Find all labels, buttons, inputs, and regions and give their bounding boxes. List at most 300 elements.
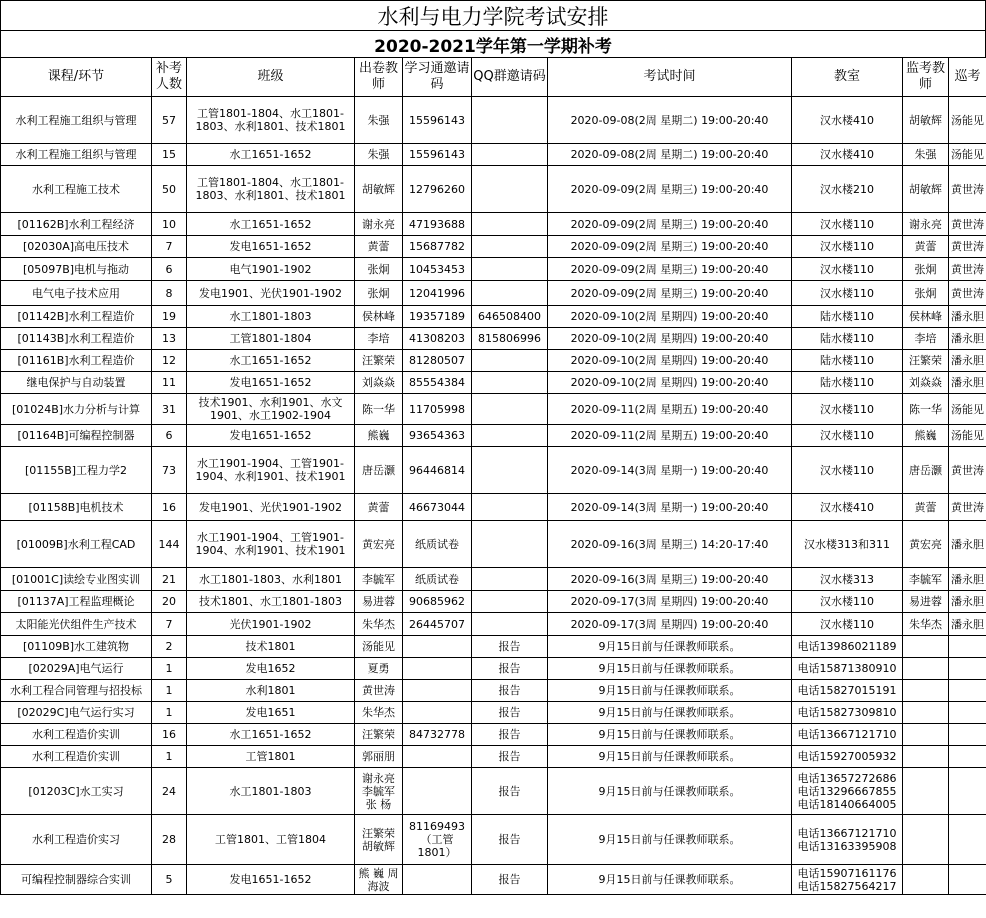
sheet-subtitle: 2020-2021学年第一学期补考: [0, 31, 986, 58]
xxt-code-cell: 85554384: [403, 372, 472, 394]
teacher-cell: 易进蓉: [355, 591, 403, 613]
proctor-cell: 谢永亮: [903, 213, 949, 236]
patrol-cell: 黄世涛: [949, 447, 986, 494]
teacher-cell: 郭丽朋: [355, 746, 403, 768]
xxt-code-cell: 15596143: [403, 97, 472, 144]
class-cell: 技术1801、水工1801-1803: [187, 591, 355, 613]
patrol-cell: 潘永胆: [949, 521, 986, 568]
header-proctor: 监考教师: [903, 58, 949, 97]
proctor-cell: [903, 815, 949, 865]
class-cell: 水工1901-1904、工管1901-1904、水利1901、技术1901: [187, 447, 355, 494]
proctor-cell: 朱华杰: [903, 613, 949, 636]
table-row: [1, 372, 986, 394]
xxt-code-cell: 12796260: [403, 166, 472, 213]
class-cell: 发电1651-1652: [187, 372, 355, 394]
xxt-code-cell: 15687782: [403, 236, 472, 258]
xxt-code-cell: [403, 658, 472, 680]
count-cell: 13: [152, 328, 187, 350]
patrol-cell: 潘永胆: [949, 591, 986, 613]
course-cell: [01158B]电机技术: [1, 494, 152, 521]
table-row: [1, 350, 986, 372]
proctor-cell: 侯林峰: [903, 306, 949, 328]
sheet-title: 水利与电力学院考试安排: [0, 0, 986, 31]
course-cell: [01009B]水利工程CAD: [1, 521, 152, 568]
xxt-code-cell: 93654363: [403, 425, 472, 447]
qq-code-cell: [472, 236, 548, 258]
room-cell: 汉水楼410: [792, 97, 903, 144]
count-cell: 2: [152, 636, 187, 658]
exam-time-cell: 2020-09-10(2周 星期四) 19:00-20:40: [548, 372, 792, 394]
class-cell: 发电1901、光伏1901-1902: [187, 494, 355, 521]
count-cell: 57: [152, 97, 187, 144]
header-exam-time: 考试时间: [548, 58, 792, 97]
course-cell: [01001C]读绘专业图实训: [1, 568, 152, 591]
teacher-cell: 朱强: [355, 97, 403, 144]
teacher-cell: 朱强: [355, 144, 403, 166]
exam-time-cell: 9月15日前与任课教师联系。: [548, 815, 792, 865]
teacher-cell: 刘焱焱: [355, 372, 403, 394]
class-cell: 水工1651-1652: [187, 213, 355, 236]
count-cell: 11: [152, 372, 187, 394]
exam-time-cell: 2020-09-09(2周 星期三) 19:00-20:40: [548, 166, 792, 213]
xxt-code-cell: 46673044: [403, 494, 472, 521]
header-qq-code: QQ群邀请码: [472, 58, 548, 97]
class-cell: 水工1651-1652: [187, 724, 355, 746]
exam-time-cell: 2020-09-09(2周 星期三) 19:00-20:40: [548, 213, 792, 236]
count-cell: 31: [152, 394, 187, 425]
qq-code-cell: 报告: [472, 815, 548, 865]
room-cell: 汉水楼110: [792, 613, 903, 636]
room-cell: 汉水楼110: [792, 281, 903, 306]
qq-code-cell: [472, 494, 548, 521]
xxt-code-cell: [403, 746, 472, 768]
proctor-cell: 朱强: [903, 144, 949, 166]
teacher-cell: 侯林峰: [355, 306, 403, 328]
exam-time-cell: 2020-09-08(2周 星期二) 19:00-20:40: [548, 144, 792, 166]
class-cell: 发电1652: [187, 658, 355, 680]
teacher-cell: 陈一华: [355, 394, 403, 425]
course-cell: 太阳能光伏组件生产技术: [1, 613, 152, 636]
course-cell: 水利工程造价实训: [1, 724, 152, 746]
patrol-cell: 潘永胆: [949, 613, 986, 636]
patrol-cell: 黄世涛: [949, 213, 986, 236]
table-row: [1, 724, 986, 746]
class-cell: 发电1651-1652: [187, 236, 355, 258]
count-cell: 1: [152, 746, 187, 768]
proctor-cell: [903, 865, 949, 895]
exam-schedule-table: [0, 57, 986, 895]
teacher-cell: 唐岳灏: [355, 447, 403, 494]
proctor-cell: 黄宏亮: [903, 521, 949, 568]
proctor-cell: [903, 636, 949, 658]
class-cell: 技术1901、水利1901、水文1901、水工1902-1904: [187, 394, 355, 425]
xxt-code-cell: 96446814: [403, 447, 472, 494]
proctor-cell: [903, 658, 949, 680]
room-cell: 陆水楼110: [792, 350, 903, 372]
room-cell: 电话13667121710 电话13163395908: [792, 815, 903, 865]
patrol-cell: 汤能见: [949, 97, 986, 144]
room-cell: 电话15827015191: [792, 680, 903, 702]
exam-time-cell: 9月15日前与任课教师联系。: [548, 865, 792, 895]
header-teacher: 出卷教师: [355, 58, 403, 97]
table-row: [1, 394, 986, 425]
course-cell: 电气电子技术应用: [1, 281, 152, 306]
count-cell: 1: [152, 680, 187, 702]
room-cell: 陆水楼110: [792, 328, 903, 350]
proctor-cell: 李毓军: [903, 568, 949, 591]
table-row: [1, 613, 986, 636]
exam-time-cell: 2020-09-14(3周 星期一) 19:00-20:40: [548, 447, 792, 494]
room-cell: 电话13667121710: [792, 724, 903, 746]
qq-code-cell: 报告: [472, 702, 548, 724]
room-cell: 汉水楼410: [792, 144, 903, 166]
table-row: [1, 236, 986, 258]
class-cell: 工管1801-1804: [187, 328, 355, 350]
course-cell: [02030A]高电压技术: [1, 236, 152, 258]
proctor-cell: 熊巍: [903, 425, 949, 447]
class-cell: 发电1651-1652: [187, 865, 355, 895]
xxt-code-cell: 10453453: [403, 258, 472, 281]
table-row: [1, 281, 986, 306]
teacher-cell: 熊 巍 周海波: [355, 865, 403, 895]
room-cell: 陆水楼110: [792, 306, 903, 328]
table-row: [1, 658, 986, 680]
patrol-cell: 汤能见: [949, 144, 986, 166]
exam-time-cell: 2020-09-08(2周 星期二) 19:00-20:40: [548, 97, 792, 144]
room-cell: 汉水楼110: [792, 591, 903, 613]
teacher-cell: 朱华杰: [355, 702, 403, 724]
table-row: [1, 768, 986, 815]
table-row: [1, 680, 986, 702]
qq-code-cell: 报告: [472, 746, 548, 768]
class-cell: 水工1801-1803: [187, 306, 355, 328]
proctor-cell: 陈一华: [903, 394, 949, 425]
qq-code-cell: [472, 394, 548, 425]
count-cell: 7: [152, 613, 187, 636]
teacher-cell: 谢永亮: [355, 213, 403, 236]
count-cell: 6: [152, 425, 187, 447]
course-cell: [01164B]可编程控制器: [1, 425, 152, 447]
proctor-cell: 李培: [903, 328, 949, 350]
course-cell: 水利工程施工组织与管理: [1, 97, 152, 144]
count-cell: 73: [152, 447, 187, 494]
xxt-code-cell: [403, 865, 472, 895]
patrol-cell: [949, 768, 986, 815]
table-row: [1, 166, 986, 213]
course-cell: [01203C]水工实习: [1, 768, 152, 815]
course-cell: 水利工程造价实习: [1, 815, 152, 865]
teacher-cell: 胡敏辉: [355, 166, 403, 213]
exam-time-cell: 2020-09-09(2周 星期三) 19:00-20:40: [548, 236, 792, 258]
qq-code-cell: [472, 97, 548, 144]
class-cell: 水工1801-1803、水利1801: [187, 568, 355, 591]
room-cell: 电话13657272686 电话13296667855 电话18140664005: [792, 768, 903, 815]
qq-code-cell: [472, 281, 548, 306]
class-cell: 工管1801: [187, 746, 355, 768]
course-cell: [02029C]电气运行实习: [1, 702, 152, 724]
room-cell: 电话15871380910: [792, 658, 903, 680]
count-cell: 1: [152, 702, 187, 724]
table-row: [1, 568, 986, 591]
class-cell: 光伏1901-1902: [187, 613, 355, 636]
course-cell: 继电保护与自动装置: [1, 372, 152, 394]
count-cell: 24: [152, 768, 187, 815]
class-cell: 技术1801: [187, 636, 355, 658]
proctor-cell: [903, 768, 949, 815]
course-cell: [01161B]水利工程造价: [1, 350, 152, 372]
proctor-cell: 易进蓉: [903, 591, 949, 613]
table-row: [1, 815, 986, 865]
patrol-cell: 黄世涛: [949, 258, 986, 281]
class-cell: 发电1651: [187, 702, 355, 724]
count-cell: 15: [152, 144, 187, 166]
header-row: [1, 58, 986, 97]
exam-time-cell: 2020-09-11(2周 星期五) 19:00-20:40: [548, 394, 792, 425]
patrol-cell: 潘永胆: [949, 372, 986, 394]
class-cell: 工管1801、工管1804: [187, 815, 355, 865]
proctor-cell: 张炯: [903, 281, 949, 306]
room-cell: 汉水楼110: [792, 258, 903, 281]
class-cell: 发电1901、光伏1901-1902: [187, 281, 355, 306]
course-cell: [01143B]水利工程造价: [1, 328, 152, 350]
exam-time-cell: 2020-09-16(3周 星期三) 14:20-17:40: [548, 521, 792, 568]
exam-time-cell: 9月15日前与任课教师联系。: [548, 680, 792, 702]
room-cell: 汉水楼110: [792, 394, 903, 425]
table-row: [1, 447, 986, 494]
count-cell: 19: [152, 306, 187, 328]
course-cell: 水利工程造价实训: [1, 746, 152, 768]
xxt-code-cell: 纸质试卷: [403, 521, 472, 568]
patrol-cell: 潘永胆: [949, 568, 986, 591]
table-row: [1, 521, 986, 568]
exam-time-cell: 9月15日前与任课教师联系。: [548, 636, 792, 658]
proctor-cell: [903, 702, 949, 724]
xxt-code-cell: 41308203: [403, 328, 472, 350]
count-cell: 16: [152, 724, 187, 746]
room-cell: 电话15827309810: [792, 702, 903, 724]
proctor-cell: 刘焱焱: [903, 372, 949, 394]
proctor-cell: 胡敏辉: [903, 166, 949, 213]
proctor-cell: [903, 724, 949, 746]
teacher-cell: 黄宏亮: [355, 521, 403, 568]
count-cell: 1: [152, 658, 187, 680]
exam-time-cell: 9月15日前与任课教师联系。: [548, 746, 792, 768]
patrol-cell: 汤能见: [949, 394, 986, 425]
proctor-cell: 汪繁荣: [903, 350, 949, 372]
xxt-code-cell: [403, 680, 472, 702]
course-cell: [05097B]电机与拖动: [1, 258, 152, 281]
patrol-cell: 潘永胆: [949, 350, 986, 372]
teacher-cell: 汪繁荣: [355, 724, 403, 746]
count-cell: 28: [152, 815, 187, 865]
teacher-cell: 汪繁荣 胡敏辉: [355, 815, 403, 865]
room-cell: 汉水楼110: [792, 425, 903, 447]
proctor-cell: 张炯: [903, 258, 949, 281]
count-cell: 5: [152, 865, 187, 895]
count-cell: 7: [152, 236, 187, 258]
class-cell: 发电1651-1652: [187, 425, 355, 447]
teacher-cell: 黄蕾: [355, 236, 403, 258]
table-row: [1, 97, 986, 144]
teacher-cell: 夏勇: [355, 658, 403, 680]
teacher-cell: 汪繁荣: [355, 350, 403, 372]
room-cell: 汉水楼110: [792, 236, 903, 258]
class-cell: 电气1901-1902: [187, 258, 355, 281]
patrol-cell: [949, 702, 986, 724]
count-cell: 144: [152, 521, 187, 568]
qq-code-cell: 报告: [472, 724, 548, 746]
patrol-cell: 黄世涛: [949, 166, 986, 213]
xxt-code-cell: 47193688: [403, 213, 472, 236]
patrol-cell: [949, 680, 986, 702]
course-cell: [02029A]电气运行: [1, 658, 152, 680]
qq-code-cell: [472, 425, 548, 447]
proctor-cell: [903, 746, 949, 768]
teacher-cell: 张炯: [355, 281, 403, 306]
exam-time-cell: 2020-09-17(3周 星期四) 19:00-20:40: [548, 613, 792, 636]
teacher-cell: 朱华杰: [355, 613, 403, 636]
qq-code-cell: 报告: [472, 658, 548, 680]
count-cell: 10: [152, 213, 187, 236]
patrol-cell: 潘永胆: [949, 306, 986, 328]
course-cell: 水利工程合同管理与招投标: [1, 680, 152, 702]
teacher-cell: 谢永亮 李毓军 张 杨: [355, 768, 403, 815]
table-row: [1, 425, 986, 447]
patrol-cell: [949, 658, 986, 680]
header-xxt-code: 学习通邀请码: [403, 58, 472, 97]
patrol-cell: [949, 724, 986, 746]
count-cell: 12: [152, 350, 187, 372]
class-cell: 工管1801-1804、水工1801-1803、水利1801、技术1801: [187, 166, 355, 213]
header-class: 班级: [187, 58, 355, 97]
xxt-code-cell: [403, 636, 472, 658]
course-cell: [01155B]工程力学2: [1, 447, 152, 494]
qq-code-cell: 815806996: [472, 328, 548, 350]
qq-code-cell: [472, 213, 548, 236]
count-cell: 16: [152, 494, 187, 521]
proctor-cell: 黄蕾: [903, 236, 949, 258]
qq-code-cell: [472, 521, 548, 568]
patrol-cell: 黄世涛: [949, 494, 986, 521]
qq-code-cell: [472, 591, 548, 613]
class-cell: 水利1801: [187, 680, 355, 702]
exam-time-cell: 2020-09-16(3周 星期三) 19:00-20:40: [548, 568, 792, 591]
course-cell: [01137A]工程监理概论: [1, 591, 152, 613]
exam-time-cell: 2020-09-11(2周 星期五) 19:00-20:40: [548, 425, 792, 447]
qq-code-cell: 报告: [472, 768, 548, 815]
qq-code-cell: [472, 350, 548, 372]
patrol-cell: [949, 815, 986, 865]
proctor-cell: 胡敏辉: [903, 97, 949, 144]
count-cell: 6: [152, 258, 187, 281]
xxt-code-cell: 81280507: [403, 350, 472, 372]
table-row: [1, 865, 986, 895]
table-row: [1, 213, 986, 236]
teacher-cell: 熊巍: [355, 425, 403, 447]
class-cell: 水工1651-1652: [187, 144, 355, 166]
patrol-cell: [949, 865, 986, 895]
teacher-cell: 黄蕾: [355, 494, 403, 521]
patrol-cell: [949, 636, 986, 658]
course-cell: [01142B]水利工程造价: [1, 306, 152, 328]
xxt-code-cell: 11705998: [403, 394, 472, 425]
table-row: [1, 306, 986, 328]
room-cell: 汉水楼110: [792, 213, 903, 236]
header-patrol: 巡考: [949, 58, 986, 97]
qq-code-cell: 报告: [472, 636, 548, 658]
exam-time-cell: 2020-09-10(2周 星期四) 19:00-20:40: [548, 328, 792, 350]
room-cell: 汉水楼313: [792, 568, 903, 591]
header-room: 教室: [792, 58, 903, 97]
xxt-code-cell: 81169493（工管1801）: [403, 815, 472, 865]
xxt-code-cell: [403, 768, 472, 815]
count-cell: 50: [152, 166, 187, 213]
table-row: [1, 636, 986, 658]
exam-time-cell: 2020-09-14(3周 星期一) 19:00-20:40: [548, 494, 792, 521]
course-cell: 可编程控制器综合实训: [1, 865, 152, 895]
proctor-cell: 唐岳灏: [903, 447, 949, 494]
patrol-cell: 黄世涛: [949, 281, 986, 306]
exam-time-cell: 9月15日前与任课教师联系。: [548, 658, 792, 680]
class-cell: 水工1801-1803: [187, 768, 355, 815]
xxt-code-cell: 26445707: [403, 613, 472, 636]
exam-time-cell: 2020-09-17(3周 星期四) 19:00-20:40: [548, 591, 792, 613]
table-row: [1, 328, 986, 350]
qq-code-cell: [472, 568, 548, 591]
count-cell: 20: [152, 591, 187, 613]
qq-code-cell: 646508400: [472, 306, 548, 328]
teacher-cell: 李培: [355, 328, 403, 350]
proctor-cell: 黄蕾: [903, 494, 949, 521]
table-row: [1, 258, 986, 281]
room-cell: 汉水楼110: [792, 447, 903, 494]
exam-time-cell: 2020-09-10(2周 星期四) 19:00-20:40: [548, 350, 792, 372]
class-cell: 工管1801-1804、水工1801-1803、水利1801、技术1801: [187, 97, 355, 144]
patrol-cell: [949, 746, 986, 768]
qq-code-cell: [472, 258, 548, 281]
course-cell: [01162B]水利工程经济: [1, 213, 152, 236]
class-cell: 水工1651-1652: [187, 350, 355, 372]
exam-time-cell: 9月15日前与任课教师联系。: [548, 724, 792, 746]
patrol-cell: 汤能见: [949, 425, 986, 447]
room-cell: 电话13986021189: [792, 636, 903, 658]
count-cell: 8: [152, 281, 187, 306]
patrol-cell: 黄世涛: [949, 236, 986, 258]
exam-time-cell: 9月15日前与任课教师联系。: [548, 702, 792, 724]
teacher-cell: 汤能见: [355, 636, 403, 658]
qq-code-cell: [472, 166, 548, 213]
proctor-cell: [903, 680, 949, 702]
class-cell: 水工1901-1904、工管1901-1904、水利1901、技术1901: [187, 521, 355, 568]
patrol-cell: 潘永胆: [949, 328, 986, 350]
qq-code-cell: [472, 144, 548, 166]
qq-code-cell: 报告: [472, 680, 548, 702]
room-cell: 汉水楼313和311: [792, 521, 903, 568]
room-cell: 汉水楼210: [792, 166, 903, 213]
table-row: [1, 591, 986, 613]
table-row: [1, 702, 986, 724]
room-cell: 电话15927005932: [792, 746, 903, 768]
xxt-code-cell: 15596143: [403, 144, 472, 166]
qq-code-cell: [472, 613, 548, 636]
teacher-cell: 李毓军: [355, 568, 403, 591]
xxt-code-cell: 12041996: [403, 281, 472, 306]
room-cell: 电话15907161176 电话15827564217: [792, 865, 903, 895]
xxt-code-cell: 19357189: [403, 306, 472, 328]
course-cell: [01109B]水工建筑物: [1, 636, 152, 658]
course-cell: 水利工程施工组织与管理: [1, 144, 152, 166]
exam-time-cell: 9月15日前与任课教师联系。: [548, 768, 792, 815]
